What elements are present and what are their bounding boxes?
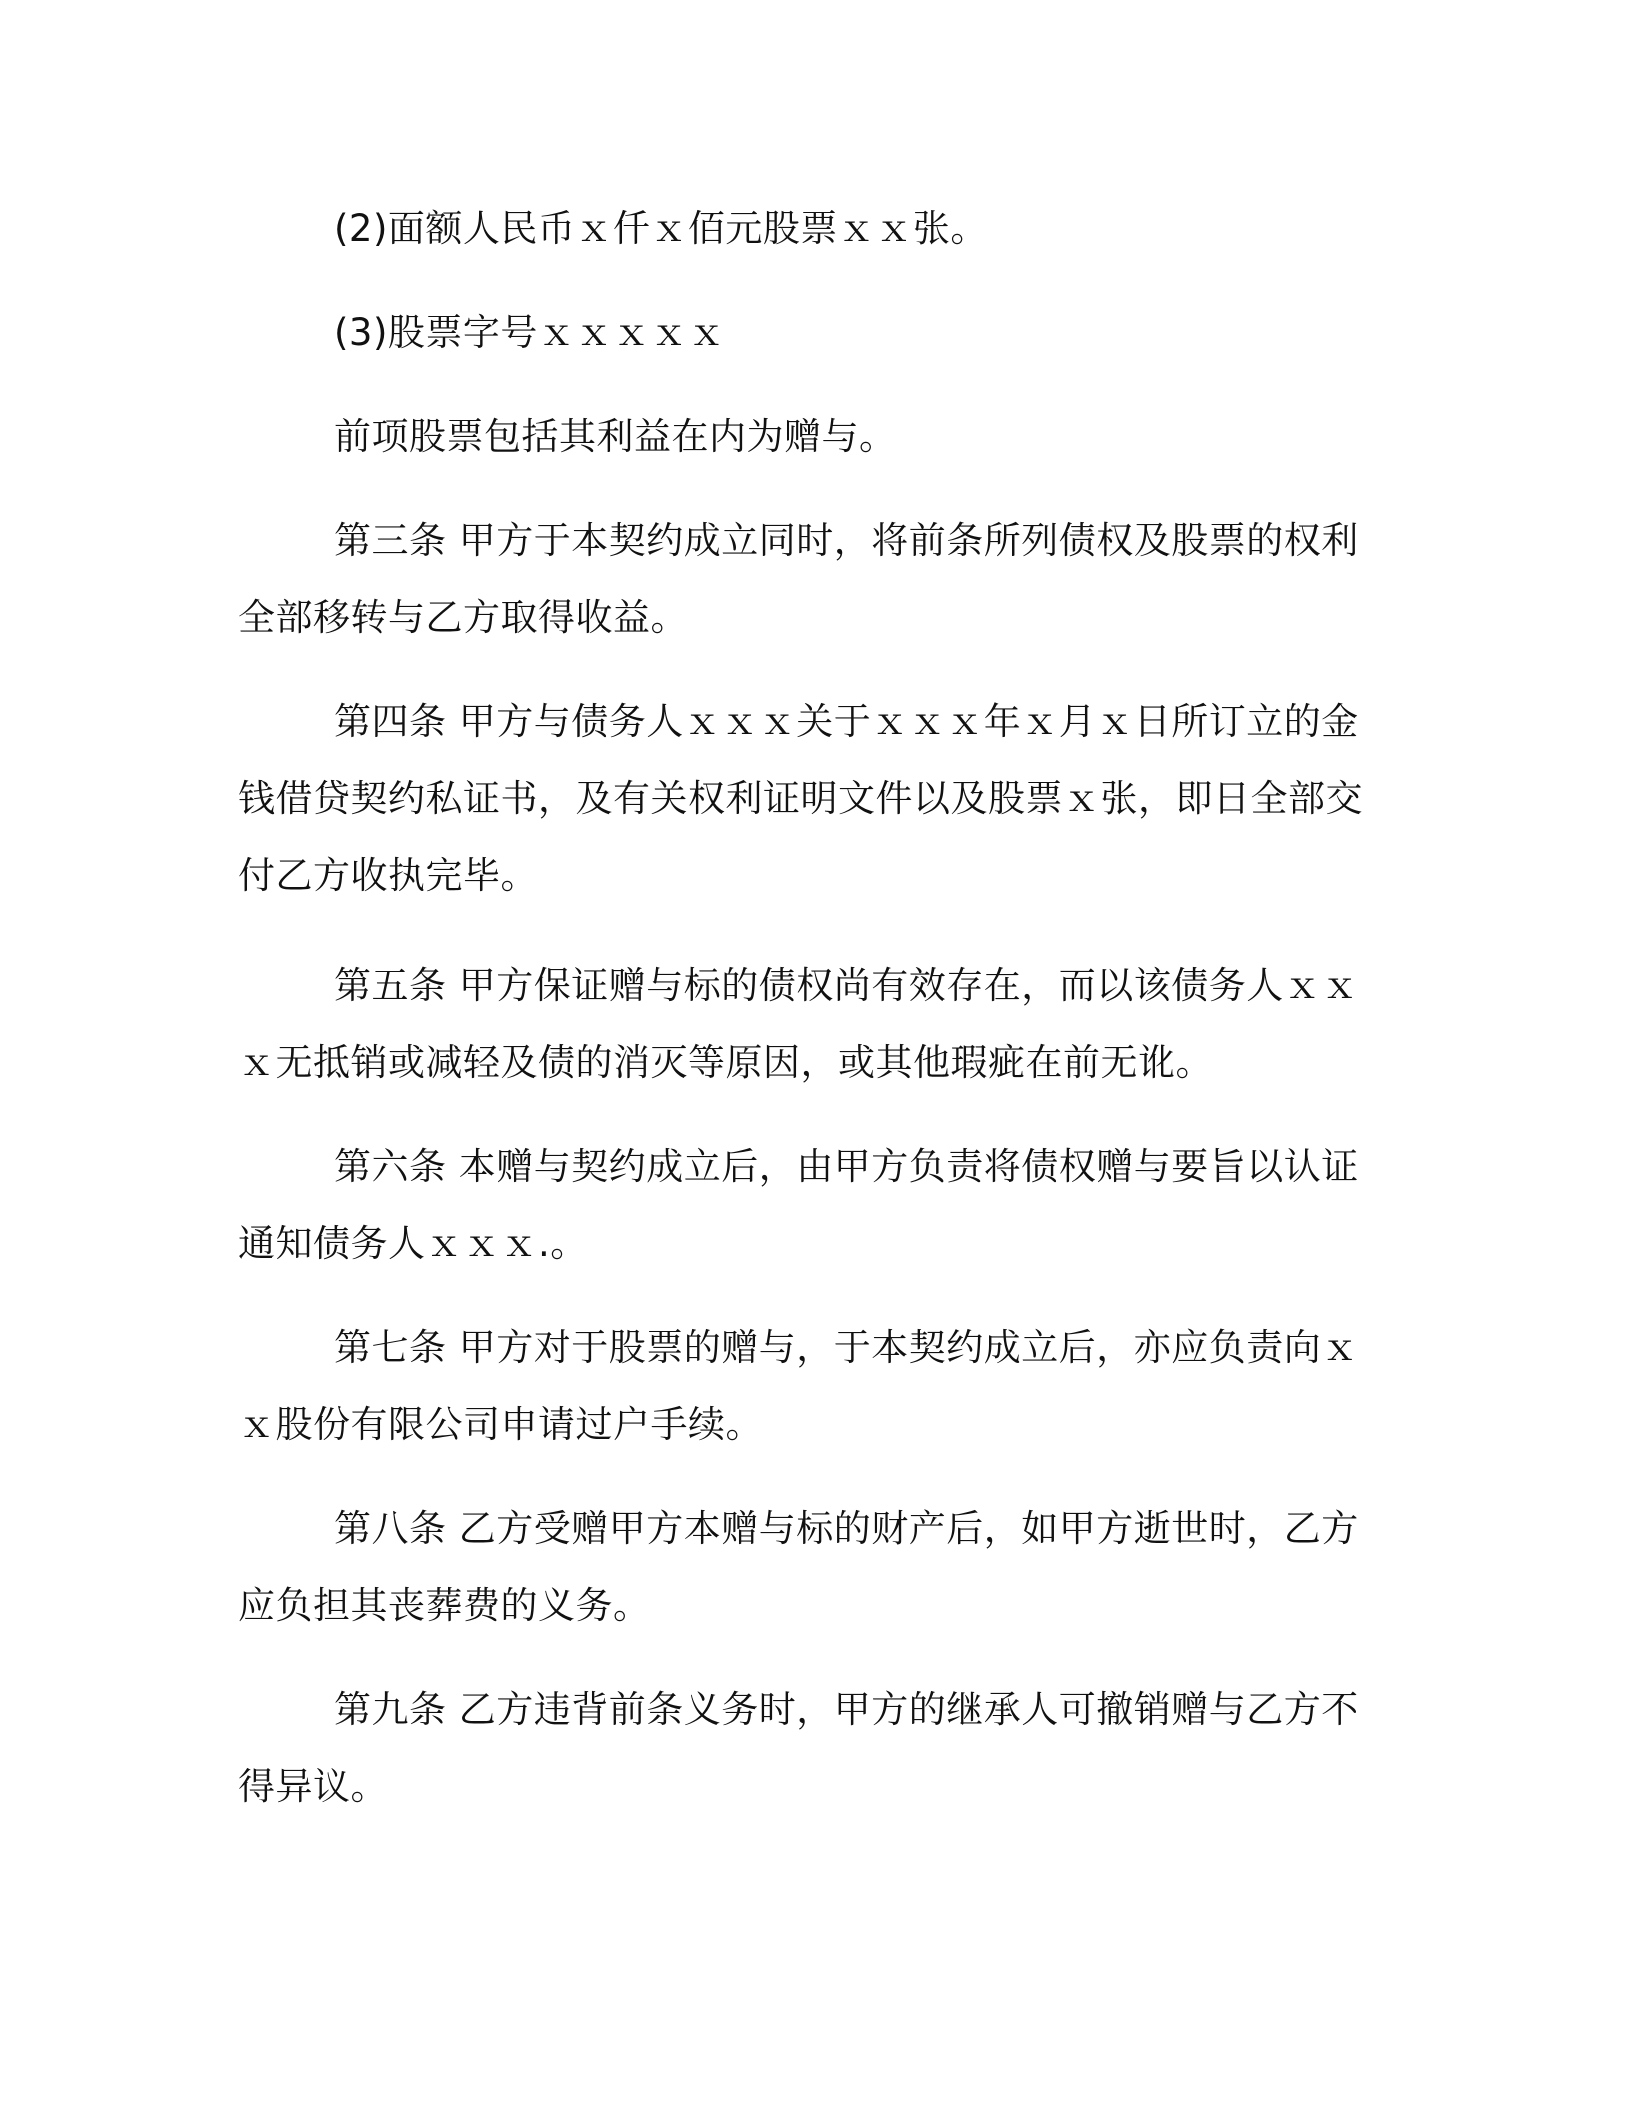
paragraph-article-3: 第三条 甲方于本契约成立同时，将前条所列债权及股票的权利全部移转与乙方取得收益。 — [238, 519, 1359, 639]
paragraph-face-value: (2)面额人民币ｘ仟ｘ佰元股票ｘｘ张。 — [334, 207, 988, 250]
paragraph-article-6: 第六条 本赠与契约成立后，由甲方负责将债权赠与要旨以认证通知债务人ｘｘｘ.。 — [238, 1145, 1359, 1265]
paragraph-article-4: 第四条 甲方与债务人ｘｘｘ关于ｘｘｘ年ｘ月ｘ日所订立的金钱借贷契约私证书，及有关权利证明文件以及股票ｘ张，即日全部交付乙方收执完毕。 — [238, 700, 1363, 897]
paragraph-article-7: 第七条 甲方对于股票的赠与，于本契约成立后，亦应负责向ｘｘ股份有限公司申请过户手续。 — [238, 1326, 1359, 1446]
paragraph-article-5: 第五条 甲方保证赠与标的债权尚有效存在，而以该债务人ｘｘｘ无抵销或减轻及债的消灭等原因，或其他瑕疵在前无讹。 — [238, 964, 1359, 1084]
paragraph-stock-number: (3)股票字号ｘｘｘｘｘ — [334, 311, 726, 354]
paragraph-article-9: 第九条 乙方违背前条义务时，甲方的继承人可撤销赠与乙方不得异议。 — [238, 1688, 1359, 1808]
paragraph-stock-gift: 前项股票包括其利益在内为赠与。 — [334, 415, 897, 458]
paragraph-article-8: 第八条 乙方受赠甲方本赠与标的财产后，如甲方逝世时，乙方应负担其丧葬费的义务。 — [238, 1507, 1359, 1627]
document-body — [238, 190, 1378, 1825]
